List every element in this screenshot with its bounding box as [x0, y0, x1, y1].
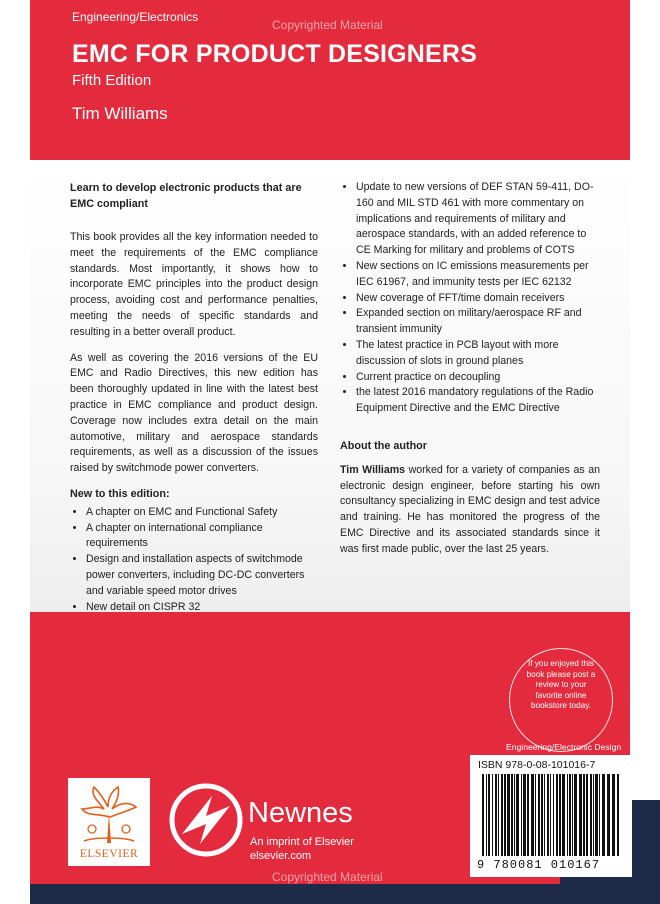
about-text: worked for a variety of companies as an electronic design engineer, before starting his own consultancy specializing in EMC design and test advice and training. He has monitored the progress of the EMC Directive and its associated standards since it was first made public, over the last 25 years.: [340, 463, 600, 555]
list-item: • Design and installation aspects of switchmode power converters, including DC-DC converters and variable speed motor drives: [86, 552, 318, 599]
navy-strip: [30, 884, 660, 904]
list-item: • New detail on CISPR 32: [86, 600, 318, 616]
about-heading: About the author: [340, 439, 427, 452]
watermark-top: Copyrighted Material: [272, 18, 383, 32]
right-column: [340, 180, 600, 568]
feature-list: [340, 180, 600, 417]
author-name: Tim Williams: [72, 104, 168, 123]
category-label: Engineering/Electronics: [72, 10, 199, 24]
imprint-label: An imprint of Elsevier: [250, 836, 354, 848]
review-badge: [509, 648, 613, 752]
isbn-label: ISBN 978-0-08-101016-7: [478, 759, 596, 771]
list-item: • The latest practice in PCB layout with more discussion of slots in ground planes: [356, 338, 600, 370]
publisher-url: elsevier.com: [250, 850, 312, 862]
edition-label: Fifth Edition: [72, 72, 152, 89]
subject-label: Engineering/Electronic Design: [506, 742, 622, 752]
elsevier-wordmark: ELSEVIER: [79, 848, 139, 860]
list-item: • Expanded section on military/aerospace RF and transient immunity: [356, 306, 600, 338]
review-note: If you enjoyed this book please post a review to your favorite online bookstore today.: [526, 659, 596, 710]
left-column: [70, 180, 318, 629]
barcode-icon: [478, 774, 626, 858]
barcode-digits: 9 780081 010167: [477, 858, 601, 872]
list-item: • A chapter on EMC and Functional Safety: [86, 505, 318, 521]
intro-paragraph: This book provides all the key information needed to meet the requirements of the EMC compliance standards. Most importantly, it shows how to incorporate EMC principles into the product design process, avoiding cost and performance penalties, meeting the needs of specific standards and resulting in a better overall product.: [70, 231, 318, 338]
coverage-paragraph: As well as covering the 2016 versions of the EU EMC and Radio Directives, this new edition has been thoroughly updated in line with the latest best practice in EMC compliance and product design. Coverage now includes extra detail on the main automotive, military and aerospace standards requirements, as well as a discussion of the issues raised by switchmode power converters.: [70, 351, 318, 475]
list-item: • A chapter on international compliance requirements: [86, 521, 318, 553]
newnes-bolt-icon: [168, 782, 244, 858]
list-item: • Update to new versions of DEF STAN 59-411, DO-160 and MIL STD 461 with more commentary on implications and requirements of military and aerospace standards, with an added reference to CE Marking for military and problems of COTS: [356, 180, 600, 259]
about-author-name: Tim Williams: [340, 463, 406, 476]
new-edition-list: [70, 505, 318, 616]
list-item: • Current practice on decoupling: [356, 370, 600, 386]
about-paragraph: [340, 463, 600, 558]
new-edition-heading: New to this edition:: [70, 487, 170, 500]
list-item: • New sections on IC emissions measurements per IEC 61967, and immunity tests per IEC 62132: [356, 259, 600, 291]
book-title: EMC FOR PRODUCT DESIGNERS: [72, 40, 478, 68]
watermark-bottom: Copyrighted Material: [272, 870, 383, 884]
list-item: • the latest 2016 mandatory regulations of the Radio Equipment Directive and the EMC Directive: [356, 385, 600, 417]
lead-heading: Learn to develop electronic products that are EMC compliant: [70, 182, 302, 210]
list-item: • New coverage of FFT/time domain receivers: [356, 291, 600, 307]
elsevier-tree-icon: [74, 783, 144, 845]
newnes-wordmark: Newnes: [248, 797, 353, 829]
